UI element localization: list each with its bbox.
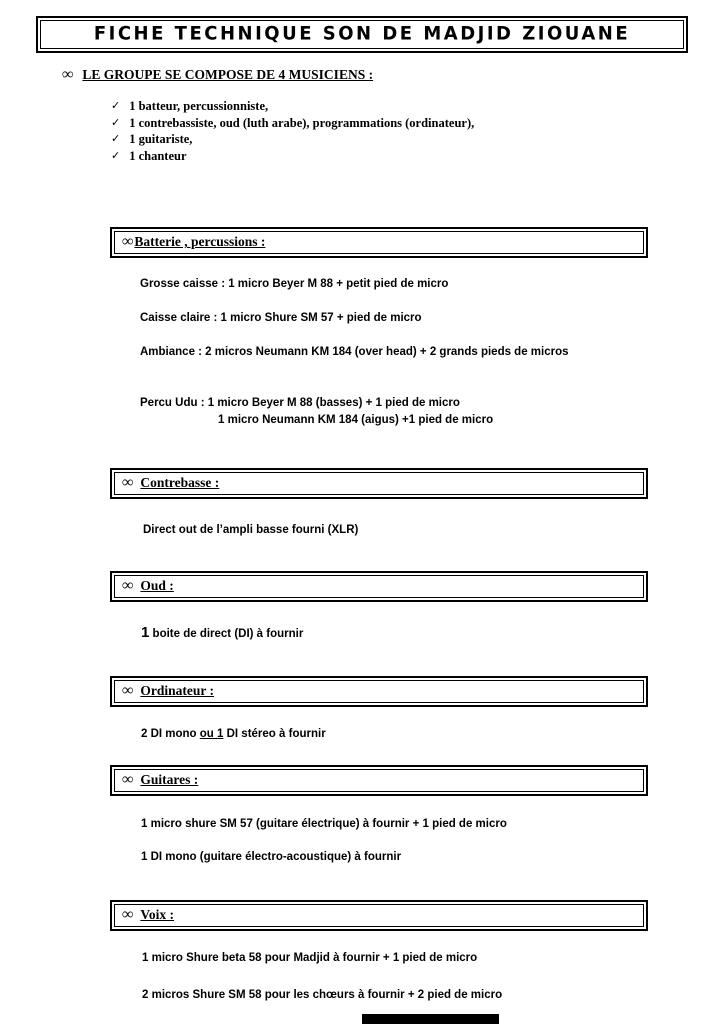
spec-line-ordinateur-emphasis: ou 1 xyxy=(199,728,224,740)
section-title-guitares: Guitares : xyxy=(140,772,199,787)
title-banner-inner-border xyxy=(40,20,684,49)
section-box-contrebasse xyxy=(110,468,648,499)
section-box-inner xyxy=(114,904,644,927)
section-box-inner xyxy=(114,231,644,254)
spec-line-ambiance: Ambiance : 2 micros Neumann KM 184 (over head) + 2 grands pieds de micros xyxy=(140,346,569,358)
list-item xyxy=(111,148,474,165)
list-item xyxy=(111,115,474,132)
page-title: FICHE TECHNIQUE SON DE MADJID ZIOUANE xyxy=(93,22,631,45)
infinity-bullet-icon: ∞ xyxy=(122,682,134,699)
spec-line-guitare-electrique: 1 micro shure SM 57 (guitare électrique) à fournir + 1 pied de micro xyxy=(141,818,507,830)
intro-heading-row xyxy=(62,66,373,84)
list-item-text: 1 chanteur xyxy=(129,148,187,163)
spec-line-guitare-acoustique: 1 DI mono (guitare électro-acoustique) à fournir xyxy=(141,851,402,863)
infinity-bullet-icon: ∞ xyxy=(122,577,134,594)
spec-line-percu-udu: Percu Udu : 1 micro Beyer M 88 (basses) + 1 pied de micro xyxy=(140,397,460,409)
intro-heading: LE GROUPE SE COMPOSE DE 4 MUSICIENS : xyxy=(82,67,374,82)
spec-line-percu-udu-2: 1 micro Neumann KM 184 (aigus) +1 pied de micro xyxy=(218,414,494,426)
section-box-oud xyxy=(110,571,648,602)
section-box-guitares xyxy=(110,765,648,796)
infinity-bullet-icon: ∞ xyxy=(122,474,134,491)
list-item-text: 1 contrebassiste, oud (luth arabe), programmations (ordinateur), xyxy=(129,115,475,130)
section-title-batterie: Batterie , percussions : xyxy=(134,234,266,249)
check-icon: ✓ xyxy=(111,132,121,145)
infinity-bullet-icon: ∞ xyxy=(122,906,134,923)
infinity-bullet-icon: ∞ xyxy=(62,66,74,83)
section-title-contrebasse: Contrebasse : xyxy=(140,475,220,490)
spec-line-voix-lead: 1 micro Shure beta 58 pour Madjid à fournir + 1 pied de micro xyxy=(142,952,478,964)
spec-line-ordinateur xyxy=(141,728,326,740)
section-box-ordinateur xyxy=(110,676,648,707)
title-banner-box xyxy=(36,16,688,53)
section-box-voix xyxy=(110,900,648,931)
list-item-text: 1 guitariste, xyxy=(129,132,193,146)
section-title-oud: Oud : xyxy=(140,578,174,593)
spec-line-voix-choeurs: 2 micros Shure SM 58 pour les chœurs à fournir + 2 pied de micro xyxy=(142,989,503,1001)
spec-line-grosse-caisse: Grosse caisse : 1 micro Beyer M 88 + petit pied de micro xyxy=(140,278,449,290)
section-title-voix: Voix : xyxy=(140,907,175,922)
list-item xyxy=(111,98,474,115)
spec-line-caisse-claire: Caisse claire : 1 micro Shure SM 57 + pied de micro xyxy=(140,312,422,324)
list-item-text: 1 batteur, percussionniste, xyxy=(129,99,269,113)
section-box-inner xyxy=(114,575,644,598)
spec-line-ordinateur-post: DI stéreo à fournir xyxy=(223,728,326,740)
section-box-inner xyxy=(114,472,644,495)
check-icon: ✓ xyxy=(111,99,121,112)
section-box-inner xyxy=(114,769,644,792)
check-icon: ✓ xyxy=(111,148,121,162)
section-title-ordinateur: Ordinateur : xyxy=(140,683,215,698)
infinity-bullet-icon: ∞ xyxy=(122,771,134,788)
check-icon: ✓ xyxy=(111,115,121,129)
section-box-batterie xyxy=(110,227,648,258)
spec-line-contrebasse: Direct out de l’ampli basse fourni (XLR) xyxy=(143,524,359,536)
infinity-bullet-icon: ∞ xyxy=(122,233,134,250)
musicians-checklist xyxy=(111,98,474,164)
partial-next-section-box xyxy=(362,1014,499,1024)
section-box-inner xyxy=(114,680,644,703)
spec-line-oud: 1 boite de direct (DI) à fournir xyxy=(141,624,304,641)
list-item xyxy=(111,131,474,148)
spec-line-ordinateur-pre: 2 DI mono xyxy=(141,728,200,740)
